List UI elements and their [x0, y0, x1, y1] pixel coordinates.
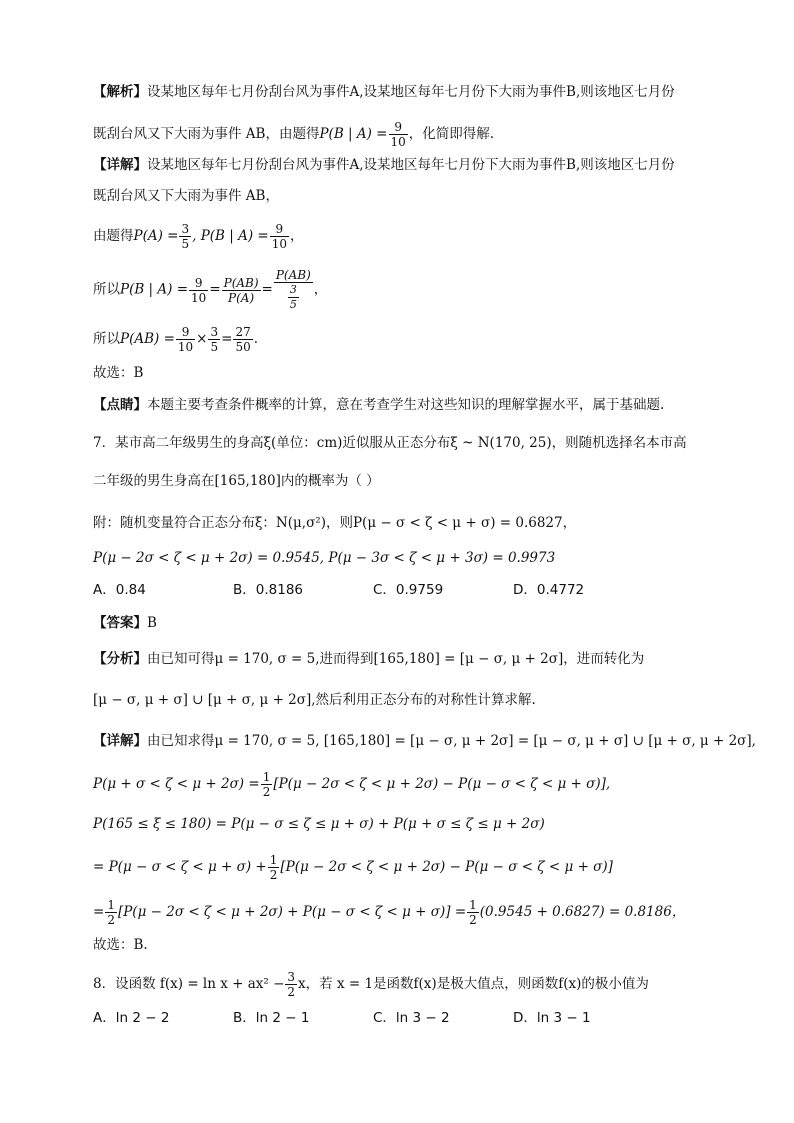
- frac-num: 9: [176, 325, 195, 340]
- detail7-line-3: [93, 814, 545, 834]
- punct: ，: [313, 281, 328, 298]
- q7-option-b[interactable]: B．0.8186: [233, 582, 303, 598]
- detail7-line-2: [93, 770, 610, 799]
- expr: (0.9545 + 0.6827) = 0.8186，: [479, 904, 686, 920]
- frac-num: 1: [269, 853, 278, 867]
- fraction: [274, 268, 313, 312]
- fraction: [233, 325, 252, 354]
- fraction: [222, 276, 261, 305]
- analysis-text-3: ，化简即得解.: [408, 126, 495, 142]
- fraction: [270, 222, 289, 251]
- answer-tag: 【答案】: [93, 615, 147, 631]
- expr: P(B | A) =: [120, 281, 189, 298]
- answer-text: 故选：B: [93, 365, 144, 381]
- comment-line: [93, 395, 664, 415]
- detail7-line-5: [93, 898, 685, 927]
- frac-den: 50: [235, 340, 251, 354]
- frac-den: 2: [262, 785, 271, 799]
- comment-text: 本题主要考查条件概率的计算，意在考查学生对这些知识的理解掌握水平，属于基础题.: [147, 397, 665, 413]
- frac-num: 9: [389, 120, 408, 135]
- expr: = P(μ − σ < ζ < μ + σ) +: [93, 859, 267, 875]
- fraction: [208, 325, 220, 354]
- detail-line-2: [93, 186, 279, 206]
- punct: ，: [290, 228, 304, 244]
- analysis-line-2: [93, 120, 494, 149]
- q7-text-4: P(μ − 2σ < ζ < μ + 2σ) = 0.9545, P(μ − 3σ < ζ < μ + 3σ) = 0.9973: [93, 550, 556, 566]
- analysis-text: 由已知可得μ = 170, σ = 5,进而得到[165,180] = [μ − σ, μ + 2σ]，进而转化为: [147, 651, 645, 667]
- frac-num: 9: [189, 276, 208, 291]
- analysis-tag: 【解析】: [93, 84, 147, 100]
- fraction: [268, 853, 280, 882]
- fraction: [189, 276, 208, 305]
- frac-den: 10: [191, 290, 207, 305]
- frac-den: 2: [287, 985, 296, 999]
- detail-line-3: [93, 222, 304, 251]
- expr: =: [93, 904, 105, 920]
- comment-tag: 【点睛】: [93, 397, 147, 413]
- expr: P(165 ≤ ξ ≤ 180) = P(μ − σ ≤ ζ ≤ μ + σ) + P(μ + σ ≤ ζ ≤ μ + 2σ): [93, 816, 545, 832]
- frac-den: 5: [210, 340, 219, 354]
- frac-num: 27: [235, 325, 251, 339]
- frac-den: [274, 283, 313, 312]
- frac-den: 10: [271, 237, 288, 251]
- fraction: [389, 120, 408, 149]
- expr: [P(μ − 2σ < ζ < μ + 2σ) − P(μ − σ < ζ < μ + σ)]: [280, 859, 613, 875]
- detail-tag: 【详解】: [93, 733, 147, 749]
- eq: =: [221, 331, 233, 347]
- expr: P(μ + σ < ζ < μ + 2σ) =: [93, 776, 260, 792]
- fraction: [105, 898, 117, 927]
- frac-num: 3: [181, 222, 190, 236]
- answer-text: B: [147, 615, 157, 631]
- q8-option-d[interactable]: D．ln 3 − 1: [513, 1010, 591, 1026]
- detail-line-5: [93, 325, 258, 354]
- frac-num: 1: [469, 898, 477, 912]
- detail-answer: [93, 363, 143, 383]
- detail-text-2: 既刮台风又下大雨为事件 AB，: [93, 188, 279, 204]
- detail-text: 由已知求得μ = 170, σ = 5, [165,180] = [μ − σ, μ + 2σ] = [μ − σ, μ + σ] ∪ [μ + σ, μ + 2σ],: [147, 733, 756, 749]
- detail7-line-1: [93, 731, 756, 751]
- frac-den: 10: [177, 340, 194, 354]
- q8-line-1: [93, 970, 649, 999]
- frac-den: 5: [289, 298, 297, 311]
- detail7-line-4: [93, 853, 613, 882]
- detail-text-3: 由题得: [93, 228, 134, 244]
- fraction: [467, 898, 479, 927]
- q7-option-a[interactable]: A．0.84: [93, 582, 146, 598]
- q8-option-a[interactable]: A．ln 2 − 2: [93, 1010, 170, 1026]
- fraction: [261, 770, 273, 799]
- detail-tag: 【详解】: [93, 157, 147, 173]
- q8-option-c[interactable]: C．ln 3 − 2: [373, 1010, 450, 1026]
- analysis-text-2: 既刮台风又下大雨为事件 AB，由题得: [93, 126, 320, 142]
- expr: [P(μ − 2σ < ζ < μ + 2σ) − P(μ − σ < ζ < μ + σ)],: [273, 776, 611, 792]
- detail-line-1: [93, 155, 675, 175]
- punct: .: [253, 331, 259, 347]
- frac-den: P(A): [228, 290, 255, 305]
- detail7-answer: [93, 935, 148, 955]
- times: ×: [196, 331, 208, 347]
- fraction: [179, 222, 191, 251]
- frac-num: 1: [262, 770, 271, 784]
- eq: =: [209, 281, 221, 298]
- expr: , P(B | A) =: [192, 228, 269, 244]
- analysis-expr: P(B | A) =: [319, 126, 388, 142]
- frac-num: 3: [210, 325, 219, 339]
- q7-text-2: 二年级的男生身高在[165,180]内的概率为（ ）: [93, 473, 380, 489]
- detail-text-5: 所以: [93, 331, 120, 347]
- nested-fraction: [288, 283, 299, 312]
- expr: P(A) =: [133, 228, 179, 244]
- fraction: [285, 970, 297, 999]
- q7-line-2: [93, 471, 380, 491]
- analysis7-line-1: [93, 649, 644, 669]
- detail-line-4: [93, 268, 327, 312]
- detail-text-4: 所以: [93, 281, 120, 298]
- expr: [P(μ − 2σ < ζ < μ + 2σ) + P(μ − σ < ζ < μ + σ)] =: [117, 904, 467, 920]
- eq: =: [261, 281, 273, 298]
- analysis-line-1: [93, 82, 675, 102]
- analysis7-line-2: [93, 690, 536, 710]
- q8-option-b[interactable]: B．ln 2 − 1: [233, 1010, 310, 1026]
- q7-line-4: [93, 548, 555, 568]
- frac-num: 1: [107, 898, 115, 912]
- frac-num: 3: [287, 970, 296, 984]
- q7-options: [93, 580, 653, 600]
- frac-den: 2: [269, 868, 278, 882]
- answer-text: 故选：B.: [93, 937, 148, 953]
- q7-text-3: 附：随机变量符合正态分布ξ：N(μ,σ²)，则P(μ − σ < ζ < μ + σ) = 0.6827，: [93, 515, 577, 531]
- expr: P(AB) =: [120, 331, 175, 347]
- analysis-text: [μ − σ, μ + σ] ∪ [μ + σ, μ + 2σ],然后利用正态分布的对称性计算求解.: [93, 692, 536, 708]
- frac-den: 10: [390, 135, 406, 149]
- q7-text-1: 7．某市高二年级男生的身高ξ(单位：cm)近似服从正态分布ξ ~ N(170, 25)，则随机选择名本市高: [93, 435, 687, 451]
- q8-options: [93, 1008, 653, 1028]
- frac-num: P(AB): [223, 275, 259, 290]
- analysis-tag: 【分析】: [93, 651, 147, 667]
- frac-den: 2: [107, 913, 115, 927]
- q8-text: 8．设函数 f(x) = ln x + ax² −: [93, 976, 285, 992]
- frac-den: 2: [469, 913, 477, 927]
- frac-num: 9: [270, 222, 289, 237]
- fraction: [176, 325, 195, 354]
- frac-den: 5: [181, 237, 190, 251]
- q7-line-3: [93, 513, 576, 533]
- q7-option-d[interactable]: D．0.4772: [513, 582, 585, 598]
- q7-line-1: [93, 433, 687, 453]
- detail-text-1: 设某地区每年七月份刮台风为事件A,设某地区每年七月份下大雨为事件B,则该地区七月份: [147, 157, 675, 173]
- frac-num: 3: [289, 283, 297, 296]
- frac-num: P(AB): [275, 268, 311, 282]
- analysis-text-1: 设某地区每年七月份刮台风为事件A,设某地区每年七月份下大雨为事件B,则该地区七月份: [147, 84, 675, 100]
- q8-text: x，若 x = 1是函数f(x)是极大值点，则函数f(x)的极小值为: [298, 976, 649, 992]
- answer7-line: [93, 613, 157, 633]
- q7-option-c[interactable]: C．0.9759: [373, 582, 444, 598]
